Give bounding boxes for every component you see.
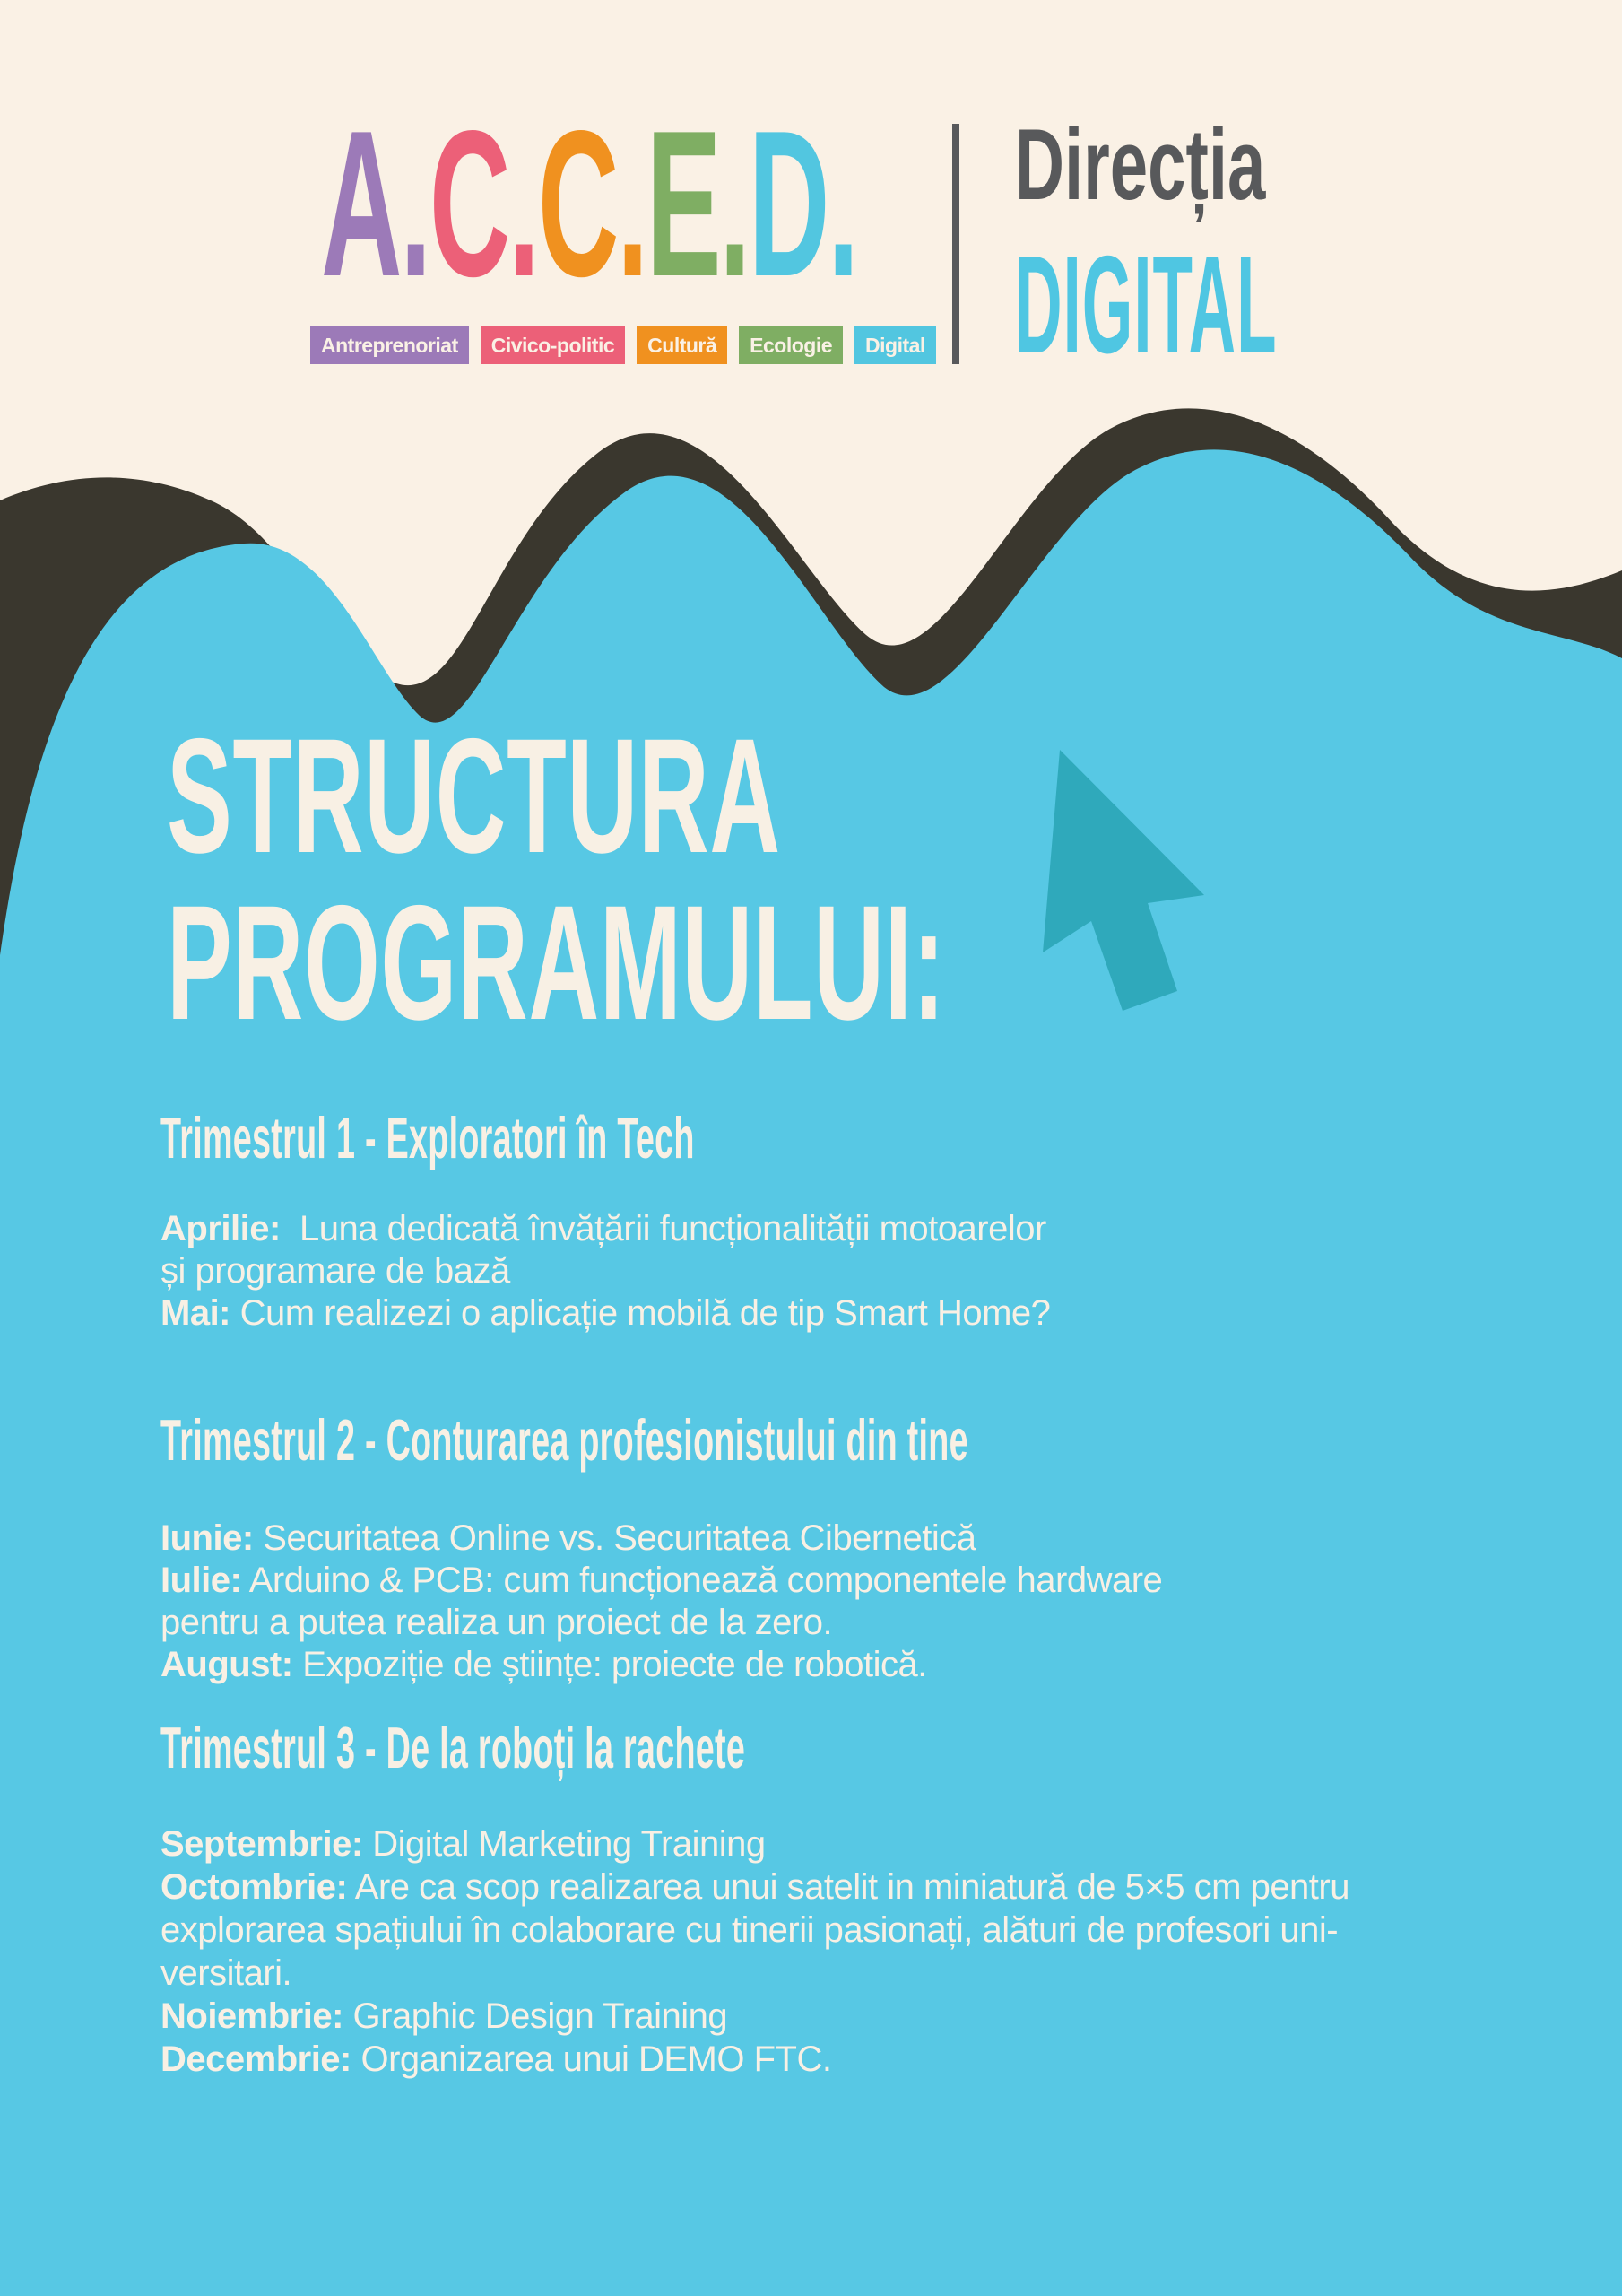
line-text: Expoziție de științe: proiecte de robotică. <box>292 1645 927 1684</box>
acced-logo <box>321 88 857 320</box>
text-line <box>160 1602 1162 1644</box>
section-heading-trimestrul-3: Trimestrul 3 - De la roboți la rachete <box>160 1715 746 1780</box>
month-label: Iulie: <box>160 1561 242 1600</box>
line-text: Cum realizezi o aplicație mobilă de tip Smart Home? <box>230 1293 1051 1333</box>
line-text: Luna dedicată învățării funcționalității motoarelor <box>280 1209 1046 1248</box>
category-tags <box>310 326 936 364</box>
line-text: Are ca scop realizarea unui satelit in miniatură de 5×5 cm pentru <box>347 1867 1349 1907</box>
vertical-divider <box>952 124 959 364</box>
text-line <box>160 1250 1050 1292</box>
text-line <box>160 1952 1349 1995</box>
section-paragraph-trimestrul-1 <box>160 1208 1050 1335</box>
line-text: Securitatea Online vs. Securitatea Cibernetică <box>253 1518 976 1558</box>
text-line <box>160 1292 1050 1335</box>
text-line <box>160 1518 1162 1560</box>
text-line <box>160 1909 1349 1952</box>
tag-cultur-: Cultură <box>637 326 727 364</box>
tag-digital: Digital <box>854 326 936 364</box>
month-label: Iunie: <box>160 1518 254 1558</box>
text-line <box>160 1644 1162 1686</box>
section-heading-trimestrul-2: Trimestrul 2 - Conturarea profesionistului din tine <box>160 1407 968 1473</box>
page-title <box>167 704 946 1054</box>
direction-digital-label: DIGITAL <box>1015 227 1278 382</box>
section-heading-trimestrul-1: Trimestrul 1 - Exploratori în Tech <box>160 1105 695 1170</box>
logo-letter-2: C. <box>429 88 538 320</box>
section-paragraph-trimestrul-3 <box>160 1822 1349 2081</box>
page-title-line2: PROGRAMULUI: <box>167 871 946 1054</box>
month-label: Octombrie: <box>160 1867 348 1907</box>
month-label: Aprilie: <box>160 1209 281 1248</box>
tag-civico-politic: Civico-politic <box>481 326 625 364</box>
text-line <box>160 1208 1050 1250</box>
direction-label: Direcția <box>1015 109 1266 221</box>
logo-letter-3: C. <box>537 88 646 320</box>
logo-letter-4: E. <box>646 88 749 320</box>
line-text: pentru a putea realiza un proiect de la zero. <box>160 1603 833 1642</box>
line-text: Organizarea unui DEMO FTC. <box>351 2039 832 2079</box>
text-line <box>160 1995 1349 2038</box>
line-text: Graphic Design Training <box>343 1996 728 2036</box>
section-paragraph-trimestrul-2 <box>160 1518 1162 1686</box>
month-label: Noiembrie: <box>160 1996 343 2036</box>
page-title-line1: STRUCTURA <box>167 704 781 887</box>
text-line <box>160 1866 1349 1909</box>
line-text: și programare de bază <box>160 1251 510 1291</box>
text-line <box>160 1822 1349 1866</box>
line-text: explorarea spațiului în colaborare cu tinerii pasionați, alături de profesori uni- <box>160 1910 1339 1950</box>
line-text: versitari. <box>160 1953 292 1993</box>
month-label: Decembrie: <box>160 2039 351 2079</box>
month-label: August: <box>160 1645 293 1684</box>
line-text: Arduino & PCB: cum funcționează componentele hardware <box>241 1561 1163 1600</box>
text-line <box>160 1560 1162 1602</box>
logo-letter-5: D. <box>748 88 857 320</box>
month-label: Mai: <box>160 1293 230 1333</box>
line-text: Digital Marketing Training <box>362 1824 766 1864</box>
tag-antreprenoriat: Antreprenoriat <box>310 326 469 364</box>
tag-ecologie: Ecologie <box>739 326 843 364</box>
text-line <box>160 2038 1349 2081</box>
month-label: Septembrie: <box>160 1824 363 1864</box>
logo-letter-1: A. <box>321 88 429 320</box>
